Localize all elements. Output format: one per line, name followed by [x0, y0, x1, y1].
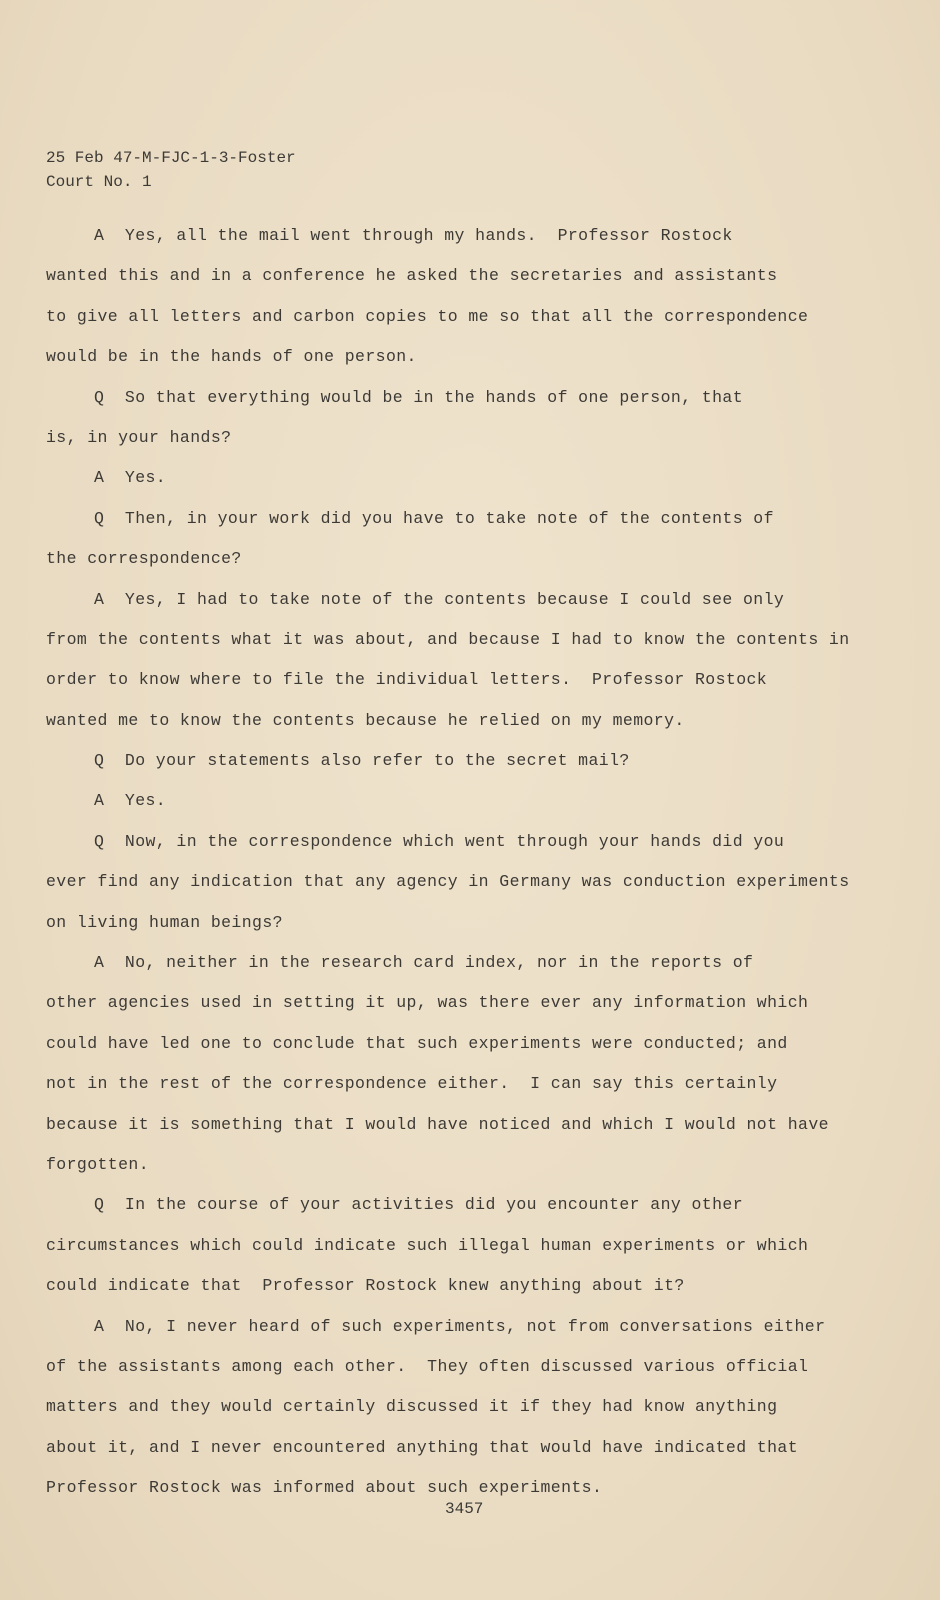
header-case-reference: 25 Feb 47-M-FJC-1-3-Foster [46, 149, 296, 167]
transcript-paragraph [46, 222, 846, 384]
text-line: Q In the course of your activities did you encounter any other [94, 1195, 744, 1215]
text-line: A Yes. [94, 468, 167, 488]
text-line: A No, I never heard of such experiments, not from conversations either [94, 1316, 826, 1336]
text-line: forgotten. [46, 1154, 150, 1174]
text-line: Professor Rostock was informed about such experiments. [46, 1478, 603, 1498]
text-line: could have led one to conclude that such experiments were conducted; and [46, 1033, 788, 1053]
transcript-paragraph [46, 747, 846, 787]
text-line: wanted this and in a conference he asked the secretaries and assistants [46, 266, 778, 286]
text-line: could indicate that Professor Rostock knew anything about it? [46, 1276, 685, 1296]
page-number: 3457 [445, 1500, 484, 1518]
text-line: A Yes. [94, 791, 167, 811]
transcript-paragraph [46, 949, 846, 1191]
text-line: on living human beings? [46, 912, 283, 932]
text-line: circumstances which could indicate such illegal human experiments or which [46, 1235, 809, 1255]
transcript-paragraph [46, 1313, 846, 1515]
text-line: about it, and I never encountered anything that would have indicated that [46, 1437, 799, 1457]
text-line: A Yes, I had to take note of the contents because I could see only [94, 589, 785, 609]
text-line: Q Then, in your work did you have to take note of the contents of [94, 508, 774, 528]
transcript-paragraph [46, 1191, 846, 1312]
text-line: other agencies used in setting it up, was there ever any information which [46, 993, 809, 1013]
text-line: the correspondence? [46, 549, 242, 569]
text-line: A No, neither in the research card index, nor in the reports of [94, 953, 754, 973]
text-line: would be in the hands of one person. [46, 347, 417, 367]
text-line: Q So that everything would be in the hands of one person, that [94, 387, 744, 407]
text-line: wanted me to know the contents because he relied on my memory. [46, 710, 685, 730]
text-line: ever find any indication that any agency in Germany was conduction experiments [46, 872, 850, 892]
text-line: from the contents what it was about, and because I had to know the contents in [46, 629, 850, 649]
transcript-paragraph [46, 464, 846, 504]
transcript-paragraph [46, 586, 850, 748]
text-line: because it is something that I would have noticed and which I would not have [46, 1114, 829, 1134]
text-line: is, in your hands? [46, 427, 232, 447]
transcript-paragraph [46, 384, 846, 465]
document-header [46, 146, 296, 194]
text-line: Q Now, in the correspondence which went through your hands did you [94, 831, 785, 851]
text-line: matters and they would certainly discussed it if they had know anything [46, 1397, 778, 1417]
transcript-paragraph [46, 828, 850, 949]
text-line: not in the rest of the correspondence either. I can say this certainly [46, 1074, 778, 1094]
text-line: A Yes, all the mail went through my hands. Professor Rostock [94, 226, 733, 245]
text-line: to give all letters and carbon copies to me so that all the correspondence [46, 306, 809, 326]
text-line: order to know where to file the individual letters. Professor Rostock [46, 670, 768, 690]
text-line: of the assistants among each other. They often discussed various official [46, 1356, 809, 1376]
transcript-body [46, 222, 850, 1515]
text-line: Q Do your statements also refer to the secret mail? [94, 751, 630, 771]
transcript-paragraph [46, 787, 846, 827]
header-court: Court No. 1 [46, 173, 152, 191]
transcript-paragraph [46, 505, 846, 586]
